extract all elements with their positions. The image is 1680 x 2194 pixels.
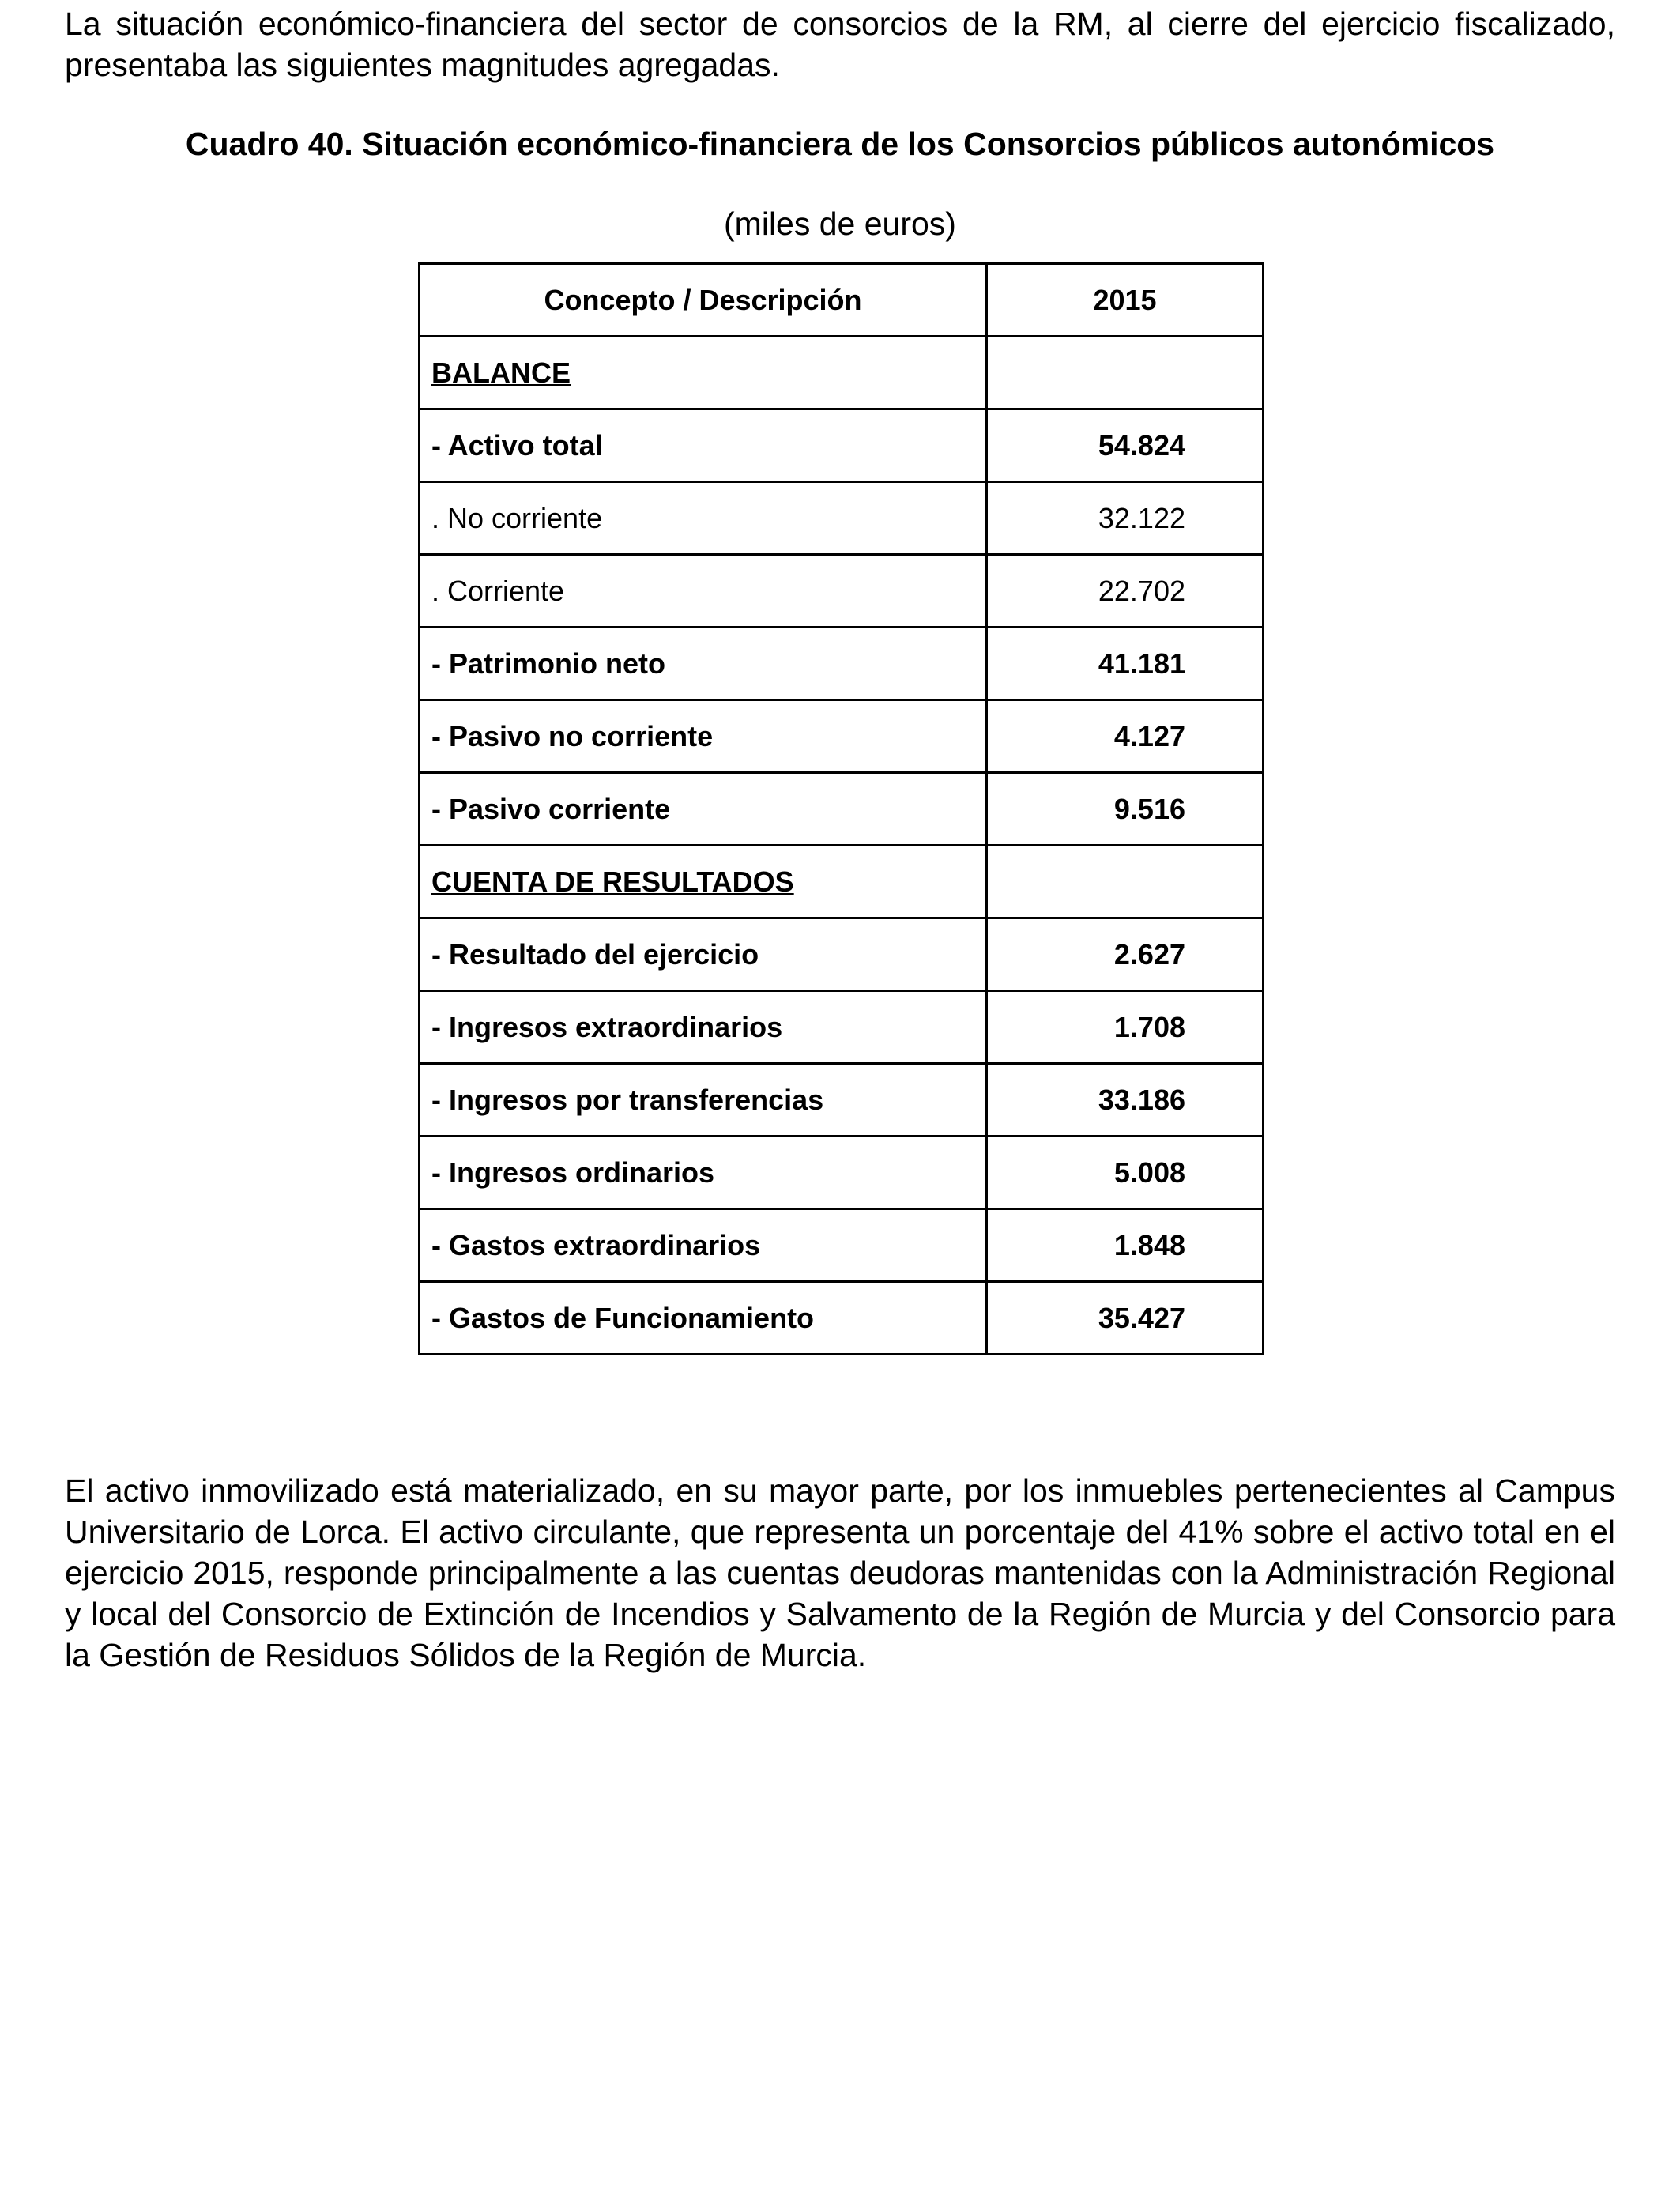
concept-text: - Gastos extraordinarios	[431, 1228, 761, 1261]
row-value: 2.627	[987, 918, 1264, 991]
row-label	[420, 846, 987, 918]
table-row	[420, 918, 1264, 991]
concept-text: . No corriente	[431, 501, 603, 534]
financial-table	[418, 262, 1264, 1355]
row-value: 1.708	[987, 991, 1264, 1064]
row-label	[420, 991, 987, 1064]
closing-paragraph: El activo inmovilizado está materializado, en su mayor parte, por los inmuebles pertenecientes al Campus Universitario de Lorca. El activo circulante, que representa un porcentaje del 41% sobre el activo total en el ejercicio 2015, responde principalmente a las cuentas deudoras mantenidas con la Administración Regional y local del Consorcio de Extinción de Incendios y Salvamento de la Región de Murcia y del Consorcio para la Gestión de Residuos Sólidos de la Región de Murcia.	[65, 1472, 1615, 1673]
table-row	[420, 1137, 1264, 1209]
row-label	[420, 628, 987, 700]
row-value: 54.824	[987, 409, 1264, 482]
table-row	[420, 991, 1264, 1064]
row-value: 22.702	[987, 555, 1264, 628]
row-label	[420, 409, 987, 482]
row-value: 9.516	[987, 773, 1264, 846]
row-label	[420, 1282, 987, 1355]
row-label	[420, 482, 987, 555]
concept-text: - Activo total	[431, 428, 603, 462]
row-value: 1.848	[987, 1209, 1264, 1282]
row-label	[420, 918, 987, 991]
table-units: (miles de euros)	[724, 205, 956, 242]
table-row	[420, 1282, 1264, 1355]
row-value: 32.122	[987, 482, 1264, 555]
row-label	[420, 1209, 987, 1282]
table-row	[420, 482, 1264, 555]
intro-paragraph: La situación económico-financiera del sector de consorcios de la RM, al cierre del ejercicio fiscalizado, presentaba las siguientes magnitudes agregadas.	[65, 6, 1615, 83]
concept-text: - Ingresos ordinarios	[431, 1155, 715, 1189]
table-title: Cuadro 40. Situación económico-financiera de los Consorcios públicos autonómicos	[185, 126, 1495, 162]
table-section-row	[420, 846, 1264, 918]
row-label	[420, 337, 987, 409]
row-label	[420, 1137, 987, 1209]
table-row	[420, 1064, 1264, 1137]
concept-text: - Ingresos extraordinarios	[431, 1010, 783, 1043]
concept-text: . Corriente	[431, 574, 565, 607]
row-label	[420, 773, 987, 846]
concept-text: - Ingresos por transferencias	[431, 1083, 824, 1116]
table-row	[420, 628, 1264, 700]
row-label	[420, 700, 987, 773]
row-value: 4.127	[987, 700, 1264, 773]
table-row	[420, 773, 1264, 846]
row-value: 5.008	[987, 1137, 1264, 1209]
concept-text: - Resultado del ejercicio	[431, 937, 759, 971]
row-value	[987, 846, 1264, 918]
row-value: 33.186	[987, 1064, 1264, 1137]
row-label	[420, 1064, 987, 1137]
row-label	[420, 555, 987, 628]
row-value	[987, 337, 1264, 409]
header-concept: Concepto / Descripción	[420, 264, 987, 337]
row-value: 41.181	[987, 628, 1264, 700]
concept-text: - Pasivo no corriente	[431, 719, 714, 752]
table-row	[420, 1209, 1264, 1282]
concept-text: - Pasivo corriente	[431, 792, 671, 825]
concept-text: - Patrimonio neto	[431, 647, 665, 680]
section-heading: BALANCE	[431, 356, 571, 389]
row-value: 35.427	[987, 1282, 1264, 1355]
table-section-row	[420, 337, 1264, 409]
table-row	[420, 409, 1264, 482]
section-heading: CUENTA DE RESULTADOS	[431, 865, 794, 898]
table-row	[420, 700, 1264, 773]
table-row	[420, 555, 1264, 628]
header-year: 2015	[987, 264, 1264, 337]
concept-text: - Gastos de Funcionamiento	[431, 1301, 815, 1334]
table-header-row	[420, 264, 1264, 337]
table-body	[420, 337, 1264, 1355]
